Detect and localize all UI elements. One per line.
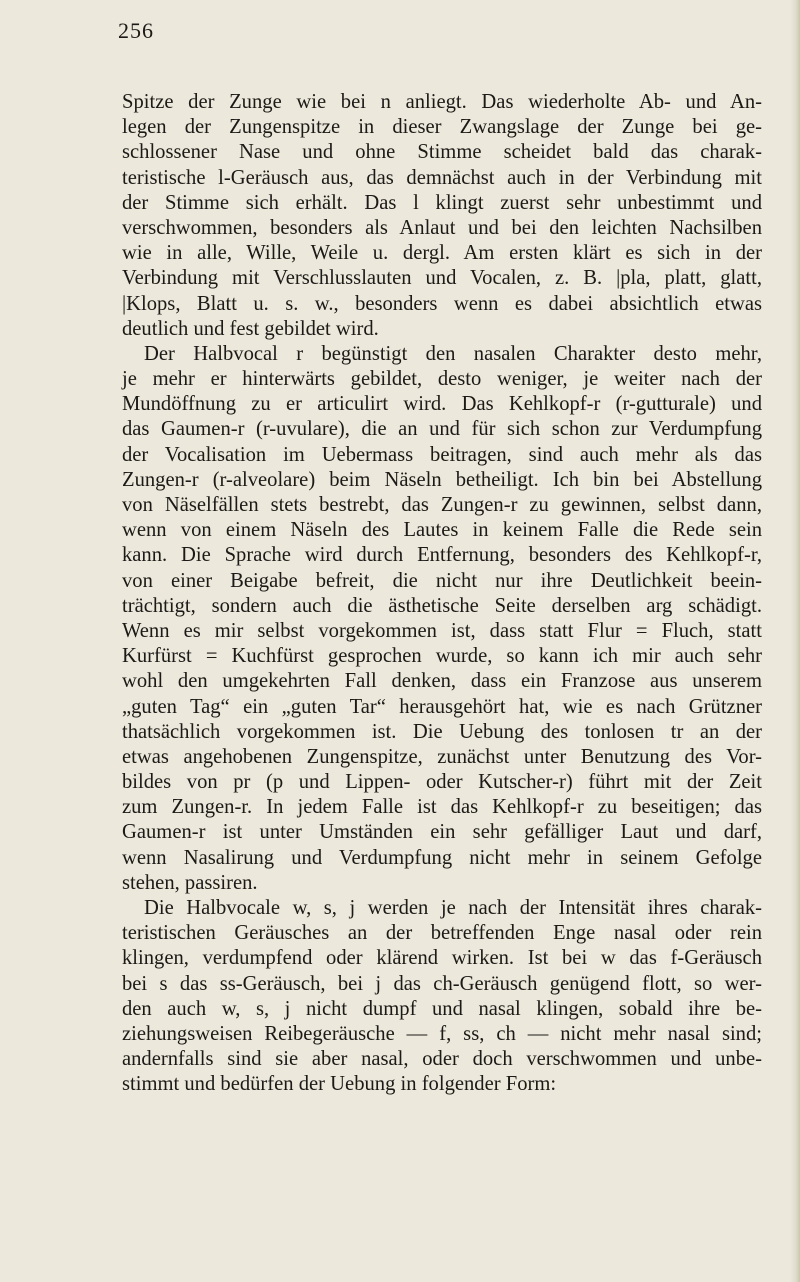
- text-line: trächtigt, sondern auch die ästhetische Seite derselben arg schädigt.: [122, 594, 762, 617]
- text-line: wenn Nasalirung und Verdumpfung nicht mehr in seinem Gefolge: [122, 846, 762, 869]
- text-line: Wenn es mir selbst vorgekommen ist, dass statt Flur = Fluch, statt: [122, 619, 762, 642]
- text-line: teristische l-Geräusch aus, das demnächst auch in der Verbindung mit: [122, 166, 762, 189]
- text-line: den auch w, s, j nicht dumpf und nasal klingen, sobald ihre be-: [122, 997, 762, 1020]
- text-line: Kurfürst = Kuchfürst gesprochen wurde, so kann ich mir auch sehr: [122, 645, 762, 668]
- text-line: stimmt und bedürfen der Uebung in folgender Form:: [122, 1073, 557, 1096]
- text-line: |Klops, Blatt u. s. w., besonders wenn es dabei absichtlich etwas: [122, 292, 762, 315]
- text-line: bei s das ss-Geräusch, bei j das ch-Geräusch genügend flott, so wer-: [122, 972, 762, 995]
- page-number: 256: [118, 18, 154, 43]
- text-line: der Stimme sich erhält. Das l klingt zuerst sehr unbestimmt und: [122, 191, 762, 214]
- page-edge-shadow: [790, 0, 800, 1282]
- text-line: thatsächlich vorgekommen ist. Die Uebung des tonlosen tr an der: [122, 720, 762, 743]
- text-line: Spitze der Zunge wie bei n anliegt. Das wiederholte Ab- und An-: [122, 91, 762, 113]
- text-line: teristischen Geräusches an der betreffenden Enge nasal oder rein: [122, 922, 762, 945]
- text-line: wenn von einem Näseln des Lautes in keinem Falle die Rede sein: [122, 519, 762, 542]
- text-line: „guten Tag“ ein „guten Tar“ herausgehört hat, wie es nach Grützner: [122, 695, 762, 718]
- text-line: Mundöffnung zu er articulirt wird. Das Kehlkopf-r (r-gutturale) und: [122, 393, 762, 416]
- text-line: je mehr er hinterwärts gebildet, desto weniger, je weiter nach der: [122, 368, 762, 391]
- text-line: andernfalls sind sie aber nasal, oder doch verschwommen und unbe-: [122, 1048, 762, 1071]
- text-line: bildes von pr (p und Lippen- oder Kutscher-r) führt mit der Zeit: [122, 771, 762, 794]
- text-line: deutlich und fest gebildet wird.: [122, 317, 379, 340]
- text-line: wohl den umgekehrten Fall denken, dass ein Franzose aus unserem: [122, 670, 762, 693]
- text-line: legen der Zungenspitze in dieser Zwangslage der Zunge bei ge-: [122, 116, 762, 139]
- text-line: kann. Die Sprache wird durch Entfernung, besonders des Kehlkopf-r,: [122, 544, 762, 567]
- text-line: klingen, verdumpfend oder klärend wirken. Ist bei w das f-Geräusch: [122, 947, 762, 970]
- text-line: Zungen-r (r-alveolare) beim Näseln betheiligt. Ich bin bei Abstellung: [122, 468, 762, 491]
- text-line: ziehungsweisen Reibegeräusche — f, ss, ch — nicht mehr nasal sind;: [122, 1022, 762, 1045]
- text-line: verschwommen, besonders als Anlaut und bei den leichten Nachsilben: [122, 216, 762, 239]
- text-line: Der Halbvocal r begünstigt den nasalen Charakter desto mehr,: [144, 342, 762, 365]
- text-line: Gaumen-r ist unter Umständen ein sehr gefälliger Laut und darf,: [122, 821, 762, 844]
- text-line: der Vocalisation im Uebermass beitragen, sind auch mehr als das: [122, 443, 762, 466]
- text-line: von einer Beigabe befreit, die nicht nur ihre Deutlichkeit beein-: [122, 569, 762, 592]
- text-line: schlossener Nase und ohne Stimme scheidet bald das charak-: [122, 141, 762, 164]
- text-line: wie in alle, Wille, Weile u. dergl. Am ersten klärt es sich in der: [122, 242, 762, 265]
- text-line: das Gaumen-r (r-uvulare), die an und für sich schon zur Verdumpfung: [122, 418, 762, 441]
- text-line: stehen, passiren.: [122, 871, 258, 894]
- text-line: Die Halbvocale w, s, j werden je nach der Intensität ihres charak-: [144, 897, 762, 919]
- text-line: von Näselfällen stets bestrebt, das Zungen-r zu gewinnen, selbst dann,: [122, 494, 762, 516]
- body-text: [122, 90, 762, 1098]
- text-line: etwas angehobenen Zungenspitze, zunächst unter Benutzung des Vor-: [122, 745, 762, 768]
- text-line: zum Zungen-r. In jedem Falle ist das Kehlkopf-r zu beseitigen; das: [122, 796, 762, 819]
- text-line: Verbindung mit Verschlusslauten und Vocalen, z. B. |pla, platt, glatt,: [122, 267, 762, 290]
